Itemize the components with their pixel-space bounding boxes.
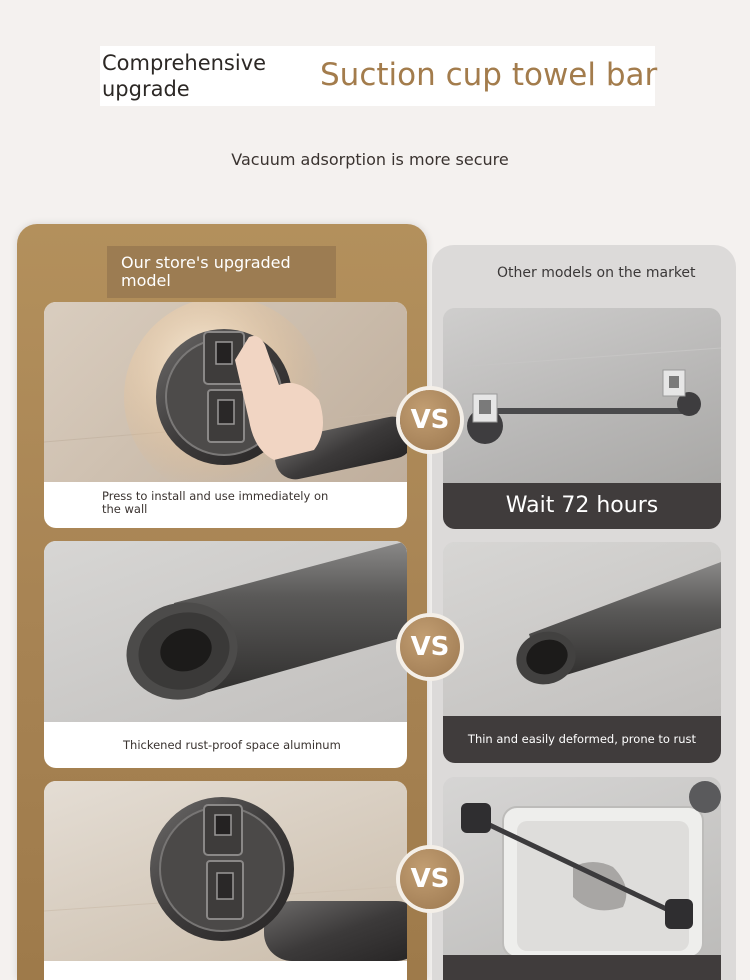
left-column-title: Our store's upgraded model <box>121 253 291 290</box>
left-card-install-caption: Press to install and use immediately on the wall <box>102 489 329 516</box>
vs-badge-1: VS <box>400 390 460 450</box>
left-card-aluminum <box>44 541 407 768</box>
header-subtitle: Vacuum adsorption is more secure <box>231 150 509 169</box>
right-card-bottom <box>443 777 721 980</box>
right-column-title: Other models on the market <box>497 265 696 281</box>
vs-badge-3: VS <box>400 849 460 909</box>
left-card-install <box>44 302 407 528</box>
right-card-wait-caption: Wait 72 hours <box>443 483 721 529</box>
right-card-bottom-caption <box>443 955 721 980</box>
header-left-title: Comprehensive upgrade <box>102 51 267 101</box>
sink-towel-bar-image <box>443 777 721 955</box>
thin-tube-image <box>443 542 721 716</box>
right-card-thin <box>443 542 721 763</box>
right-card-wait <box>443 308 721 529</box>
suction-cup-press-image <box>44 302 407 482</box>
left-card-bottom <box>44 781 407 980</box>
suction-cup-closeup-image <box>44 781 407 961</box>
right-card-thin-caption: Thin and easily deformed, prone to rust <box>443 716 721 763</box>
thick-tube-image <box>44 541 407 722</box>
header-right-title: Suction cup towel bar <box>320 57 658 93</box>
vs-badge-2: VS <box>400 617 460 677</box>
thin-towel-bar-image <box>443 308 721 483</box>
left-card-aluminum-caption: Thickened rust-proof space aluminum <box>123 738 341 752</box>
